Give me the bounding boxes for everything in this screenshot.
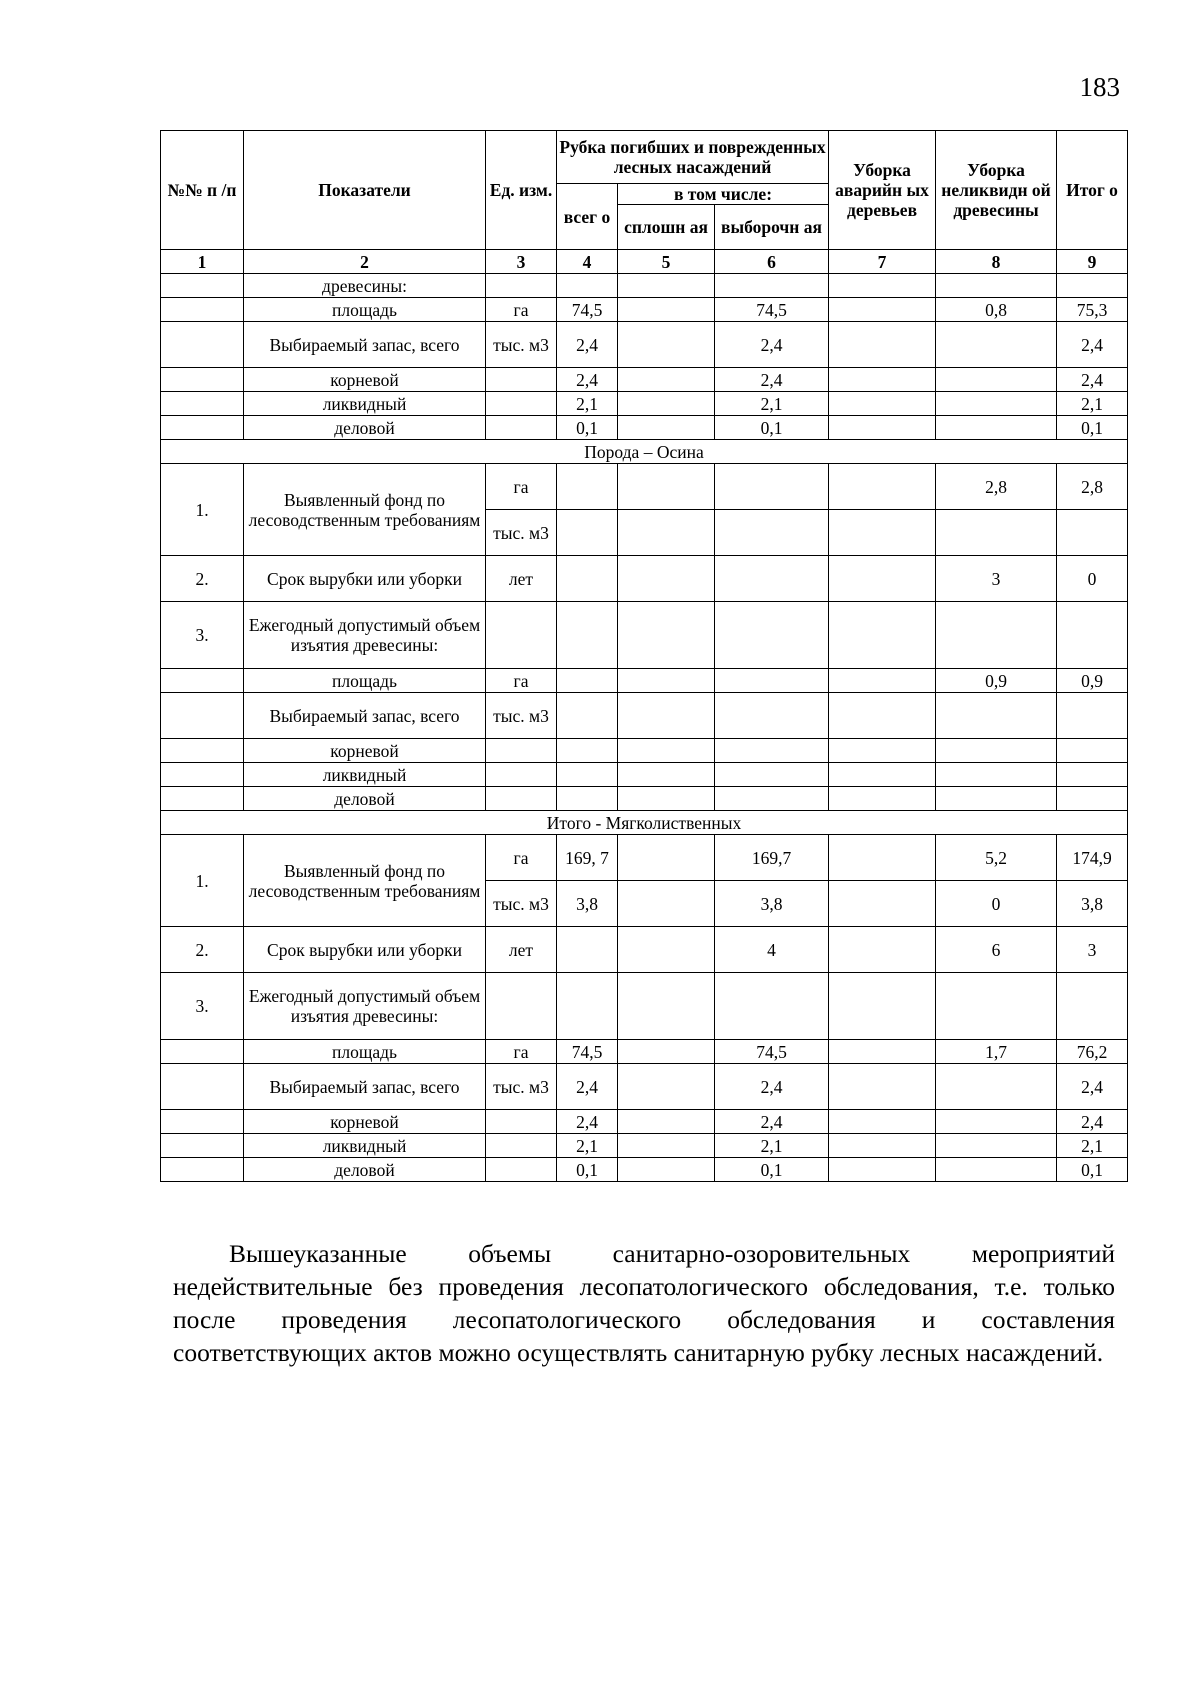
val-total-cut [557, 602, 618, 669]
table-row [161, 973, 1128, 1040]
row-unit: тыс. м3 [486, 510, 557, 556]
row-indicator: деловой [244, 787, 486, 811]
row-unit [486, 274, 557, 298]
val-clear-cut [618, 835, 715, 881]
val-clear-cut [618, 1040, 715, 1064]
table-row [161, 392, 1128, 416]
row-unit: лет [486, 927, 557, 973]
row-num: 1. [161, 464, 244, 556]
header-subgroup: в том числе: [618, 184, 829, 205]
table-row [161, 787, 1128, 811]
row-indicator: корневой [244, 368, 486, 392]
row-indicator: Ежегодный допустимый объем изъятия древесины: [244, 973, 486, 1040]
page-number: 183 [1079, 72, 1120, 102]
val-illiquid [936, 368, 1057, 392]
row-indicator: деловой [244, 1158, 486, 1182]
val-emergency [829, 927, 936, 973]
val-clear-cut [618, 693, 715, 739]
val-clear-cut [618, 927, 715, 973]
table-row [161, 763, 1128, 787]
val-emergency [829, 693, 936, 739]
val-selective-cut [715, 693, 829, 739]
val-emergency [829, 763, 936, 787]
section-title: Порода – Осина [161, 440, 1128, 464]
row-indicator: Ежегодный допустимый объем изъятия древесины: [244, 602, 486, 669]
row-unit: тыс. м3 [486, 1064, 557, 1110]
table-row [161, 464, 1128, 510]
table-header [161, 131, 1128, 274]
val-total-cut: 2,4 [557, 368, 618, 392]
body-paragraph [173, 1237, 1115, 1369]
table-row [161, 669, 1128, 693]
val-selective-cut [715, 556, 829, 602]
val-illiquid: 6 [936, 927, 1057, 973]
row-unit: га [486, 669, 557, 693]
row-indicator: ликвидный [244, 1134, 486, 1158]
val-total [1057, 973, 1128, 1040]
section-row [161, 811, 1128, 835]
val-clear-cut [618, 298, 715, 322]
val-illiquid [936, 1064, 1057, 1110]
val-illiquid: 3 [936, 556, 1057, 602]
val-clear-cut [618, 322, 715, 368]
val-illiquid: 2,8 [936, 464, 1057, 510]
row-indicator: Срок вырубки или уборки [244, 927, 486, 973]
val-total [1057, 763, 1128, 787]
val-selective-cut: 2,4 [715, 1110, 829, 1134]
header-clear-cut: сплошн ая [618, 205, 715, 250]
val-illiquid: 0,9 [936, 669, 1057, 693]
val-total-cut [557, 556, 618, 602]
row-unit: тыс. м3 [486, 881, 557, 927]
val-illiquid: 5,2 [936, 835, 1057, 881]
section-title: Итого - Мягколиственных [161, 811, 1128, 835]
column-number: 6 [715, 250, 829, 274]
val-illiquid [936, 787, 1057, 811]
val-emergency [829, 274, 936, 298]
val-clear-cut [618, 973, 715, 1040]
val-total: 2,4 [1057, 1064, 1128, 1110]
row-unit [486, 1134, 557, 1158]
val-clear-cut [618, 1134, 715, 1158]
column-number: 8 [936, 250, 1057, 274]
val-emergency [829, 1040, 936, 1064]
table-row [161, 693, 1128, 739]
val-total-cut [557, 274, 618, 298]
val-clear-cut [618, 763, 715, 787]
table-row [161, 556, 1128, 602]
row-num [161, 1064, 244, 1110]
column-number-row [161, 250, 1128, 274]
header-selective-cut: выборочн ая [715, 205, 829, 250]
val-selective-cut [715, 274, 829, 298]
val-emergency [829, 973, 936, 1040]
val-illiquid: 1,7 [936, 1040, 1057, 1064]
table-row [161, 1110, 1128, 1134]
val-total-cut: 2,1 [557, 392, 618, 416]
val-total [1057, 274, 1128, 298]
val-clear-cut [618, 368, 715, 392]
val-selective-cut: 74,5 [715, 1040, 829, 1064]
val-total: 76,2 [1057, 1040, 1128, 1064]
table-row [161, 739, 1128, 763]
val-clear-cut [618, 464, 715, 510]
val-selective-cut [715, 973, 829, 1040]
val-total-cut [557, 669, 618, 693]
val-clear-cut [618, 739, 715, 763]
row-indicator: площадь [244, 298, 486, 322]
row-indicator: корневой [244, 739, 486, 763]
val-total-cut: 0,1 [557, 416, 618, 440]
row-num [161, 368, 244, 392]
val-total [1057, 739, 1128, 763]
val-selective-cut: 4 [715, 927, 829, 973]
column-number: 9 [1057, 250, 1128, 274]
row-unit [486, 787, 557, 811]
val-total-cut: 2,1 [557, 1134, 618, 1158]
row-unit [486, 763, 557, 787]
val-emergency [829, 739, 936, 763]
val-total: 2,4 [1057, 1110, 1128, 1134]
val-clear-cut [618, 1110, 715, 1134]
val-selective-cut [715, 602, 829, 669]
row-indicator: Выбираемый запас, всего [244, 1064, 486, 1110]
val-total: 3 [1057, 927, 1128, 973]
val-total-cut: 2,4 [557, 1110, 618, 1134]
val-total: 2,8 [1057, 464, 1128, 510]
val-total: 75,3 [1057, 298, 1128, 322]
row-num [161, 298, 244, 322]
val-emergency [829, 464, 936, 510]
val-clear-cut [618, 602, 715, 669]
val-illiquid: 0,8 [936, 298, 1057, 322]
val-emergency [829, 1134, 936, 1158]
val-total-cut [557, 693, 618, 739]
row-indicator: деловой [244, 416, 486, 440]
val-total-cut: 2,4 [557, 322, 618, 368]
row-unit [486, 602, 557, 669]
row-num [161, 787, 244, 811]
val-total [1057, 602, 1128, 669]
val-selective-cut: 0,1 [715, 1158, 829, 1182]
val-total-cut [557, 464, 618, 510]
val-emergency [829, 1158, 936, 1182]
header-indicator: Показатели [244, 131, 486, 250]
row-indicator: площадь [244, 1040, 486, 1064]
table-body [161, 274, 1128, 1182]
header-total-cut: всег о [557, 184, 618, 250]
table-row [161, 835, 1128, 881]
row-indicator: Выбираемый запас, всего [244, 322, 486, 368]
column-number: 5 [618, 250, 715, 274]
val-clear-cut [618, 1158, 715, 1182]
val-selective-cut [715, 510, 829, 556]
val-selective-cut: 2,1 [715, 392, 829, 416]
val-emergency [829, 835, 936, 881]
val-total-cut: 74,5 [557, 1040, 618, 1064]
row-num [161, 392, 244, 416]
table-row [161, 368, 1128, 392]
val-total [1057, 787, 1128, 811]
val-total: 2,1 [1057, 1134, 1128, 1158]
val-total-cut [557, 510, 618, 556]
val-clear-cut [618, 556, 715, 602]
row-unit: тыс. м3 [486, 322, 557, 368]
row-indicator: ликвидный [244, 763, 486, 787]
header-unit: Ед. изм. [486, 131, 557, 250]
val-illiquid [936, 1134, 1057, 1158]
val-emergency [829, 368, 936, 392]
row-num [161, 322, 244, 368]
val-clear-cut [618, 510, 715, 556]
table-row [161, 1040, 1128, 1064]
val-illiquid [936, 322, 1057, 368]
table-row [161, 602, 1128, 669]
val-total-cut: 3,8 [557, 881, 618, 927]
row-unit [486, 973, 557, 1040]
val-emergency [829, 787, 936, 811]
row-indicator: Выявленный фонд по лесоводственным требованиям [244, 464, 486, 556]
val-emergency [829, 1064, 936, 1110]
val-total-cut [557, 927, 618, 973]
table-row [161, 322, 1128, 368]
row-unit: га [486, 835, 557, 881]
val-clear-cut [618, 787, 715, 811]
val-total: 2,1 [1057, 392, 1128, 416]
column-number: 1 [161, 250, 244, 274]
row-num: 1. [161, 835, 244, 927]
row-num [161, 1040, 244, 1064]
val-emergency [829, 298, 936, 322]
row-indicator: древесины: [244, 274, 486, 298]
row-unit: лет [486, 556, 557, 602]
val-emergency [829, 556, 936, 602]
val-total-cut: 2,4 [557, 1064, 618, 1110]
val-total: 2,4 [1057, 322, 1128, 368]
table-row [161, 298, 1128, 322]
val-selective-cut: 2,4 [715, 1064, 829, 1110]
val-illiquid [936, 739, 1057, 763]
row-indicator: Срок вырубки или уборки [244, 556, 486, 602]
column-number: 7 [829, 250, 936, 274]
row-num [161, 763, 244, 787]
val-total-cut: 169, 7 [557, 835, 618, 881]
table-row [161, 1064, 1128, 1110]
row-unit [486, 1110, 557, 1134]
row-unit: га [486, 1040, 557, 1064]
val-clear-cut [618, 1064, 715, 1110]
header-emergency: Уборка аварийн ых деревьев [829, 131, 936, 250]
row-unit [486, 739, 557, 763]
row-unit: га [486, 298, 557, 322]
val-selective-cut [715, 763, 829, 787]
val-selective-cut: 2,4 [715, 368, 829, 392]
row-unit [486, 416, 557, 440]
val-total: 3,8 [1057, 881, 1128, 927]
val-total [1057, 510, 1128, 556]
header-total: Итог о [1057, 131, 1128, 250]
header-num: №№ п /п [161, 131, 244, 250]
val-total [1057, 693, 1128, 739]
val-illiquid [936, 1110, 1057, 1134]
row-indicator: ликвидный [244, 392, 486, 416]
val-total: 0,1 [1057, 1158, 1128, 1182]
val-selective-cut: 2,4 [715, 322, 829, 368]
row-unit [486, 1158, 557, 1182]
table-row [161, 1134, 1128, 1158]
table-row [161, 416, 1128, 440]
val-illiquid [936, 763, 1057, 787]
val-illiquid [936, 416, 1057, 440]
val-total-cut [557, 763, 618, 787]
row-num [161, 1158, 244, 1182]
row-num [161, 274, 244, 298]
row-num [161, 1110, 244, 1134]
val-selective-cut [715, 739, 829, 763]
val-emergency [829, 510, 936, 556]
val-selective-cut: 0,1 [715, 416, 829, 440]
val-clear-cut [618, 416, 715, 440]
val-total-cut: 0,1 [557, 1158, 618, 1182]
row-unit: га [486, 464, 557, 510]
val-clear-cut [618, 274, 715, 298]
val-illiquid [936, 602, 1057, 669]
val-total: 174,9 [1057, 835, 1128, 881]
table-row [161, 927, 1128, 973]
val-selective-cut: 3,8 [715, 881, 829, 927]
val-clear-cut [618, 669, 715, 693]
val-total-cut [557, 973, 618, 1040]
row-indicator: площадь [244, 669, 486, 693]
val-emergency [829, 881, 936, 927]
table-row [161, 274, 1128, 298]
val-total-cut [557, 739, 618, 763]
row-num: 2. [161, 927, 244, 973]
column-number: 4 [557, 250, 618, 274]
val-emergency [829, 669, 936, 693]
val-selective-cut [715, 464, 829, 510]
val-illiquid [936, 693, 1057, 739]
row-indicator: Выявленный фонд по лесоводственным требованиям [244, 835, 486, 927]
val-selective-cut [715, 669, 829, 693]
val-clear-cut [618, 392, 715, 416]
row-indicator: корневой [244, 1110, 486, 1134]
val-total-cut [557, 787, 618, 811]
row-unit [486, 392, 557, 416]
val-total: 0 [1057, 556, 1128, 602]
row-num: 2. [161, 556, 244, 602]
column-number: 3 [486, 250, 557, 274]
val-selective-cut: 2,1 [715, 1134, 829, 1158]
val-emergency [829, 416, 936, 440]
val-selective-cut: 74,5 [715, 298, 829, 322]
val-selective-cut: 169,7 [715, 835, 829, 881]
val-emergency [829, 392, 936, 416]
val-emergency [829, 322, 936, 368]
row-num [161, 739, 244, 763]
table-row [161, 1158, 1128, 1182]
val-total-cut: 74,5 [557, 298, 618, 322]
val-clear-cut [618, 881, 715, 927]
val-illiquid [936, 510, 1057, 556]
paragraph-text: Вышеуказанные объемы санитарно-озоровительных мероприятий недействительные без проведения лесопатологического обследования, т.е. только после проведения лесопатологического обследования и составления соответствующих актов можно осуществлять санитарную рубку лесных насаждений. [173, 1239, 1115, 1367]
val-illiquid [936, 1158, 1057, 1182]
row-num [161, 669, 244, 693]
val-emergency [829, 602, 936, 669]
header-illiquid: Уборка неликвидн ой древесины [936, 131, 1057, 250]
forest-cutting-table [160, 130, 1128, 1182]
row-num [161, 1134, 244, 1158]
val-total: 2,4 [1057, 368, 1128, 392]
column-number: 2 [244, 250, 486, 274]
val-illiquid [936, 392, 1057, 416]
row-num: 3. [161, 973, 244, 1040]
val-total: 0,1 [1057, 416, 1128, 440]
val-emergency [829, 1110, 936, 1134]
row-unit: тыс. м3 [486, 693, 557, 739]
val-selective-cut [715, 787, 829, 811]
row-num [161, 693, 244, 739]
val-illiquid [936, 973, 1057, 1040]
section-row [161, 440, 1128, 464]
row-indicator: Выбираемый запас, всего [244, 693, 486, 739]
val-illiquid [936, 274, 1057, 298]
row-num [161, 416, 244, 440]
row-num: 3. [161, 602, 244, 669]
row-unit [486, 368, 557, 392]
val-illiquid: 0 [936, 881, 1057, 927]
val-total: 0,9 [1057, 669, 1128, 693]
header-cutting-group: Рубка погибших и поврежденных лесных насаждений [557, 131, 829, 184]
